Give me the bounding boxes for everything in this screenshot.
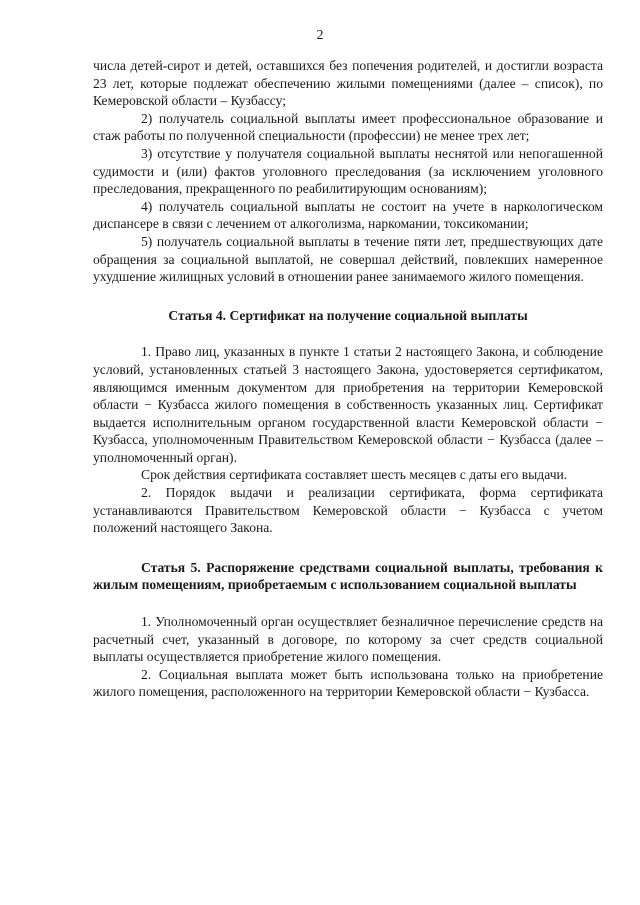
page-number: 2 [316,28,324,43]
article-4-paragraph-2: 2. Порядок выдачи и реализации сертификата, форма сертификата устанавливаются Правительством Кемеровской области − Кузбасса с учетом положений настоящего Закона. [93,485,603,536]
article-5-paragraph-2: 2. Социальная выплата может быть использована только на приобретение жилого помещения, расположенного на территории Кемеровской области − Кузбасса. [93,666,603,700]
article-5-paragraph-1: 1. Уполномоченный орган осуществляет безналичное перечисление средств на расчетный счет, указанный в договоре, по которому за счет средств социальной выплаты осуществляется приобретение жилого помещения. [93,614,603,665]
article-4-paragraph-term: Срок действия сертификата составляет шесть месяцев с даты его выдачи. [141,467,568,483]
article-4-paragraph-1: 1. Право лиц, указанных в пункте 1 статьи 2 настоящего Закона, и соблюдение условий, установленных статьей 3 настоящего Закона, удостоверяется сертификатом, являющимся именным документом для приобретения на территории Кемеровской области − Кузбасса жилого помещения в собственность указанных лиц. Сертификат выдается исполнительным органом государственной власти Кемеровской области − Кузбасса, уполномоченным Правительством Кемеровской области − Кузбасса (далее – уполномоченный орган). [93,344,603,465]
paragraph-condition-4: 4) получатель социальной выплаты не состоит на учете в наркологическом диспансере в связи с лечением от алкоголизма, наркомании, токсикомании; [93,198,603,232]
document-body [93,57,603,701]
paragraph-condition-2: 2) получатель социальной выплаты имеет профессиональное образование и стаж работы по полученной специальности (профессии) не менее трех лет; [93,110,603,144]
article-4-heading: Статья 4. Сертификат на получение социальной выплаты [168,307,528,323]
paragraph-condition-5: 5) получатель социальной выплаты в течение пяти лет, предшествующих дате обращения за социальной выплатой, не совершал действий, повлекших намеренное ухудшение жилищных условий в отношении ранее занимаемого жилого помещения. [93,233,603,285]
article-5-heading: Статья 5. Распоряжение средствами социальной выплаты, требования к жилым помещениям, приобретаемым с использованием социальной выплаты [93,559,603,593]
paragraph-continuation: числа детей-сирот и детей, оставшихся без попечения родителей, и достигли возраста 23 лет, которые подлежат обеспечению жилыми помещениями (далее – список), по Кемеровской области – Кузбассу; [93,58,603,109]
paragraph-condition-3: 3) отсутствие у получателя социальной выплаты неснятой или непогашенной судимости и (или) фактов уголовного преследования (за исключением уголовного преследования, прекращенного по реабилитирующим основаниям); [93,145,603,197]
